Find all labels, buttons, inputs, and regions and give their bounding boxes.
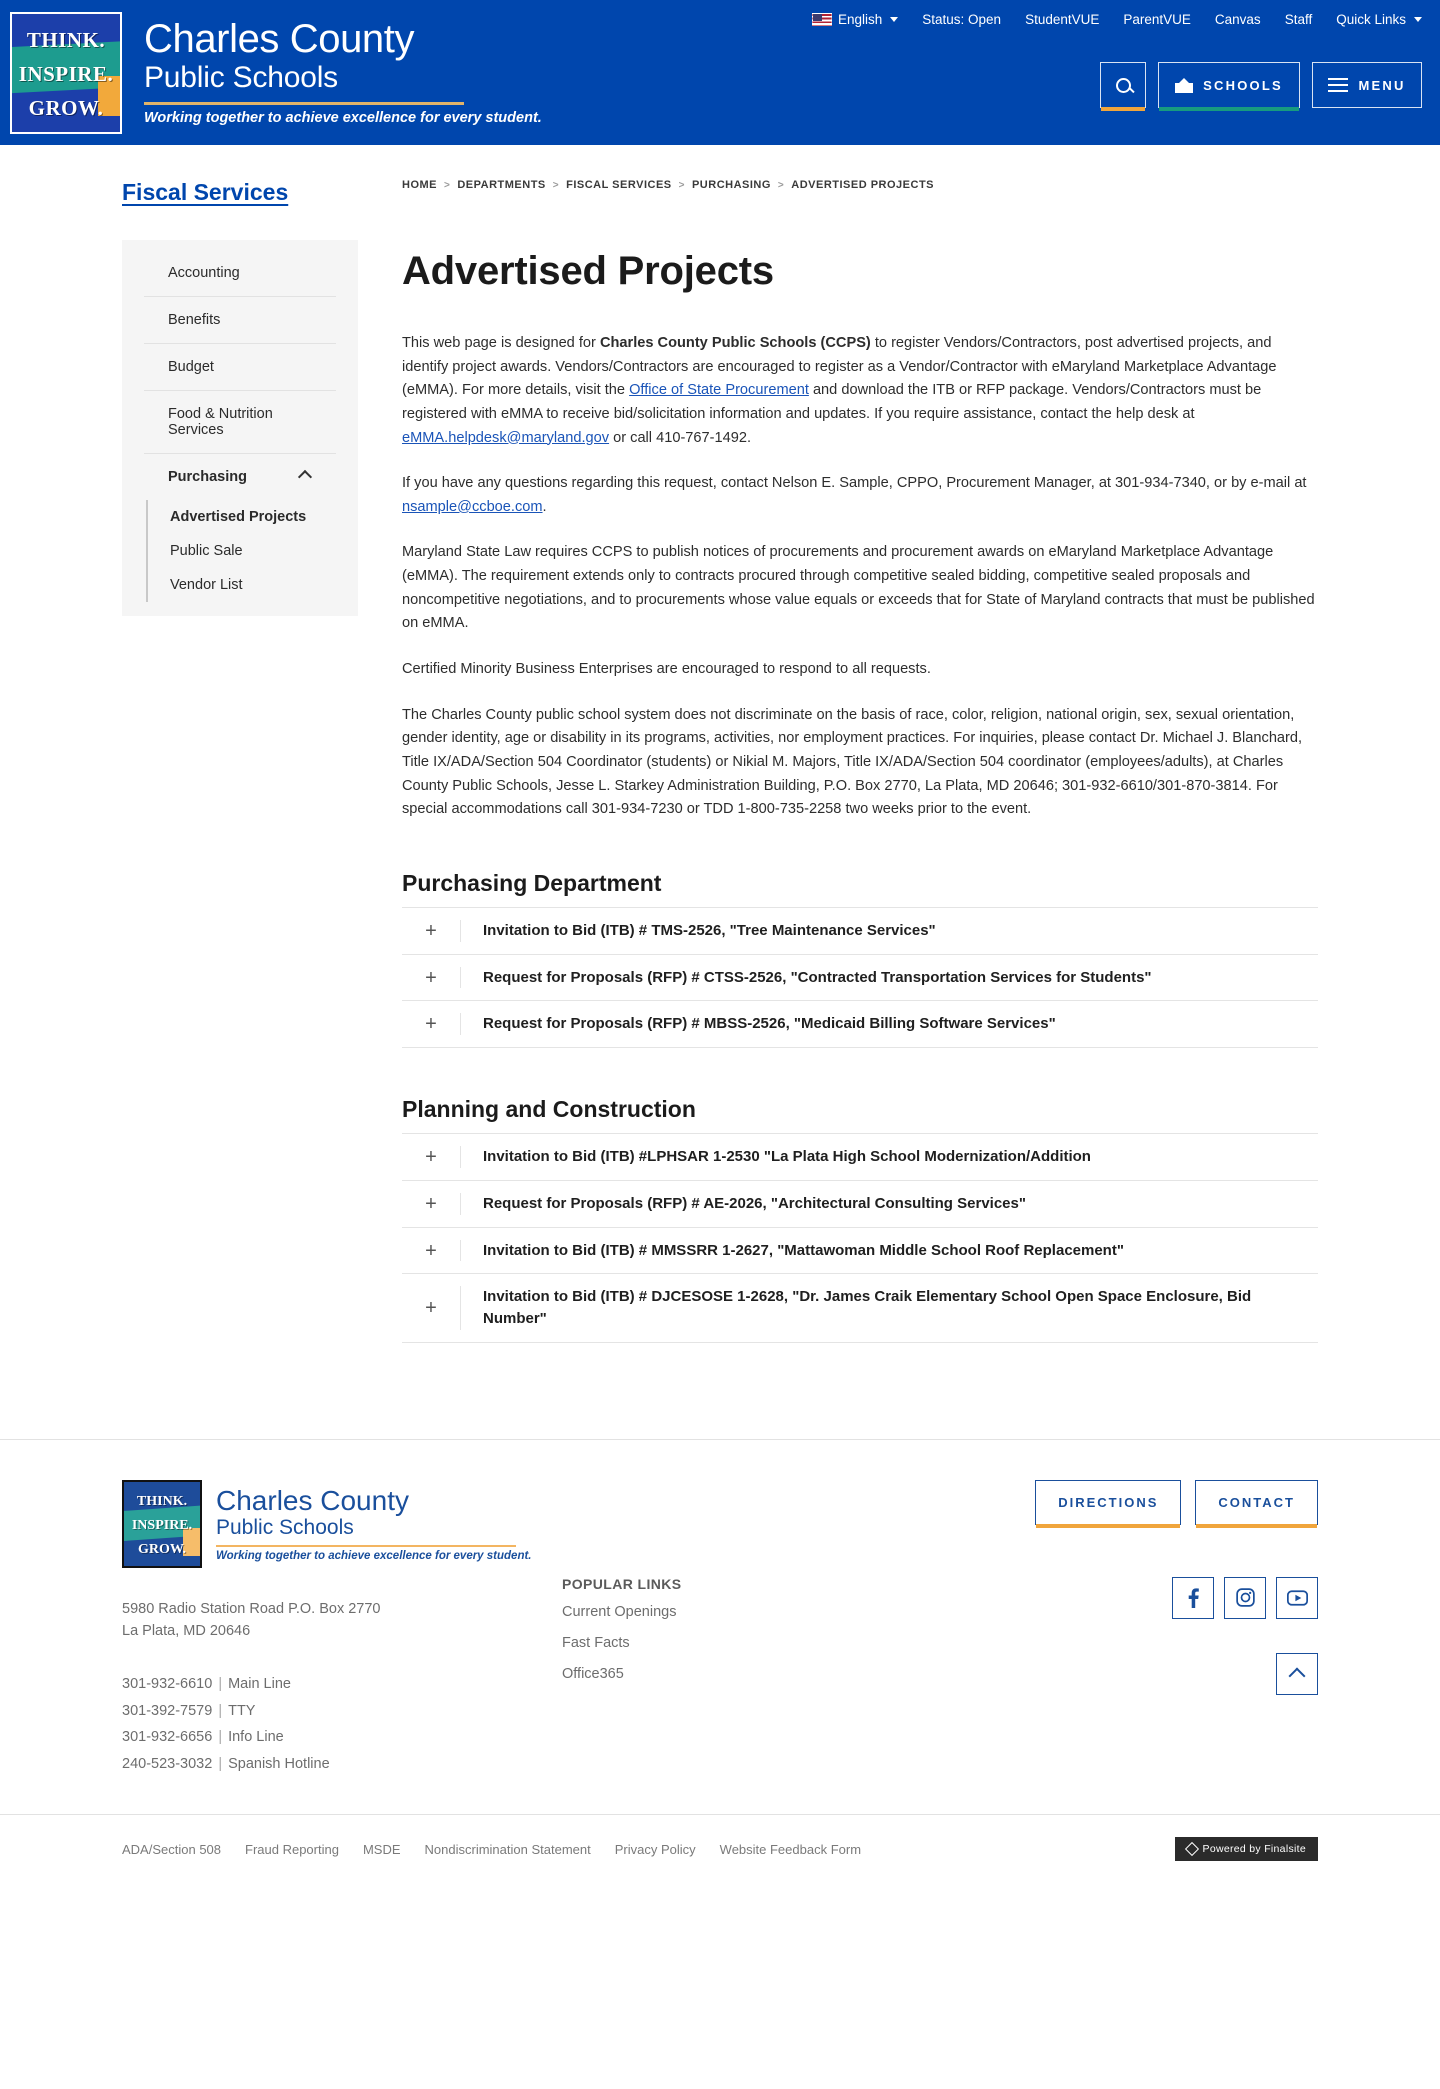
util-item-staff[interactable] [1285, 12, 1313, 27]
footer-phone-row: 301-392-7579 | TTY [122, 1702, 256, 1719]
footer-address-line-1: 5980 Radio Station Road P.O. Box 2770 [122, 1600, 381, 1617]
body-copy [402, 332, 1318, 822]
school-building-icon [1175, 78, 1193, 93]
search-icon [1116, 78, 1131, 93]
breadcrumb [402, 167, 1318, 191]
util-item-studentvue[interactable] [1025, 12, 1099, 27]
inline-text: This web page is designed for [402, 335, 600, 351]
plus-icon: + [425, 966, 437, 989]
group-title-planning-and-construction: Planning and Construction [402, 1096, 696, 1123]
facebook-icon[interactable] [1172, 1577, 1214, 1619]
chevron-up-icon [1289, 1667, 1306, 1684]
back-to-top-button[interactable] [1276, 1653, 1318, 1695]
inline-text: or call 410-767-1492. [609, 429, 752, 446]
footer-logo-link[interactable] [122, 1480, 562, 1568]
sidebar-subitem-label: Public Sale [170, 543, 243, 559]
util-label-studentvue: StudentVUE [1025, 12, 1100, 27]
inline-link[interactable]: nsample@ccboe.com [402, 498, 543, 515]
plus-icon: + [425, 1192, 437, 1215]
directions-button-label: DIRECTIONS [1058, 1494, 1159, 1510]
breadcrumb-item-advertised-projects: ADVERTISED PROJECTS [791, 179, 935, 191]
util-label-status: Status: Open [922, 12, 1002, 27]
sidebar-section-title[interactable]: Fiscal Services [122, 179, 289, 205]
util-label-staff: Staff [1284, 12, 1313, 27]
util-label-canvas: Canvas [1214, 12, 1261, 27]
breadcrumb-separator-icon: > [678, 179, 685, 191]
footer-phone-number[interactable]: 301-932-6656 [122, 1729, 213, 1746]
sidebar-item-budget[interactable] [144, 344, 336, 391]
footer-phone-number[interactable]: 301-392-7579 [122, 1702, 213, 1719]
accordion-item-label: Request for Proposals (RFP) # CTSS-2526, "Contracted Transportation Services for Students" [460, 967, 1152, 989]
util-item-quick-links[interactable] [1336, 12, 1422, 27]
accordion-item-label: Invitation to Bid (ITB) # MMSSRR 1-2627, "Mattawoman Middle School Roof Replacement" [460, 1240, 1124, 1262]
paragraph-intro [402, 332, 1318, 450]
footer-popular-links-column [562, 1480, 862, 1778]
accordion-item[interactable] [402, 1134, 1318, 1181]
footer-button-group [862, 1480, 1318, 1525]
plus-icon: + [425, 1297, 437, 1320]
schools-button[interactable] [1158, 62, 1300, 108]
contact-button[interactable] [1195, 1480, 1318, 1525]
footer-phone-label: Spanish Hotline [228, 1756, 330, 1773]
footer-logo-mark-line-2: INSPIRE. [131, 1517, 193, 1533]
accordion-purchasing-department [402, 907, 1318, 1048]
breadcrumb-separator-icon: > [777, 179, 785, 191]
accordion-item[interactable] [402, 1228, 1318, 1275]
footer-phone-row: 240-523-3032 | Spanish Hotline [122, 1756, 330, 1773]
search-button[interactable] [1100, 62, 1146, 108]
ccps-footer-logo-mark [122, 1480, 202, 1568]
logo-tagline: Working together to achieve excellence for every student. [144, 109, 542, 126]
accordion-item[interactable] [402, 955, 1318, 1002]
footer-link-office365[interactable]: Office365 [562, 1665, 624, 1682]
accordion-item-label: Invitation to Bid (ITB) # TMS-2526, "Tree Maintenance Services" [460, 920, 936, 942]
accordion-item[interactable] [402, 908, 1318, 955]
utility-navigation [812, 12, 1422, 27]
menu-button-label: MENU [1358, 77, 1406, 93]
sidebar-subitem-advertised-projects[interactable] [148, 500, 358, 534]
footer-link-fast-facts[interactable]: Fast Facts [562, 1634, 630, 1651]
sidebar-subnav [146, 500, 358, 602]
sidebar-item-label: Accounting [168, 265, 240, 281]
chevron-up-icon[interactable] [298, 470, 312, 484]
header-button-group [1100, 62, 1422, 108]
paragraph-state-law [402, 541, 1318, 636]
chevron-down-icon [1414, 17, 1422, 22]
footer-phone-number[interactable]: 240-523-3032 [122, 1756, 213, 1773]
footer-bottom-bar [0, 1814, 1440, 1885]
sidebar-subitem-label: Advertised Projects [170, 509, 307, 525]
inline-text: . [542, 498, 547, 515]
accordion-planning-and-construction [402, 1133, 1318, 1343]
sidebar-item-benefits[interactable] [144, 297, 336, 344]
sidebar-item-label: Purchasing [168, 469, 247, 485]
footer-logo-mark-line-1: THINK. [136, 1493, 188, 1509]
logo-mark-line-2: INSPIRE. [18, 61, 114, 86]
footer-contact-column [122, 1480, 562, 1778]
page-title: Advertised Projects [402, 249, 774, 293]
plus-icon: + [425, 1146, 437, 1169]
footer-actions-column [862, 1480, 1318, 1778]
sidebar-item-purchasing[interactable] [144, 454, 336, 500]
util-item-parentvue[interactable] [1123, 12, 1191, 27]
breadcrumb-item-departments[interactable]: DEPARTMENTS [457, 179, 546, 191]
site-logo-link[interactable] [0, 0, 542, 145]
inline-text: Certified Minority Business Enterprises are encouraged to respond to all requests. [402, 661, 931, 678]
accordion-item-label: Invitation to Bid (ITB) # DJCESOSE 1-2628, "Dr. James Craik Elementary School Open Space Enclosure, Bid Number" [460, 1286, 1318, 1330]
footer-logo-wordmark [216, 1486, 532, 1563]
contact-button-label: CONTACT [1218, 1494, 1295, 1510]
footer-phone-label: Info Line [228, 1729, 284, 1746]
footer-legal-link-privacy-policy[interactable]: Privacy Policy [614, 1841, 696, 1857]
footer-legal-links [122, 1842, 861, 1857]
flag-icon [812, 13, 832, 26]
footer-legal-link-fraud-reporting[interactable]: Fraud Reporting [245, 1841, 339, 1857]
paragraph-nondiscrimination [402, 704, 1318, 822]
group-title-purchasing-department: Purchasing Department [402, 869, 662, 896]
paragraph-mbe [402, 658, 1318, 682]
site-header [0, 0, 1440, 145]
sidebar-subitem-vendor-list[interactable] [148, 568, 358, 602]
footer-address [122, 1598, 562, 1643]
util-item-canvas[interactable] [1215, 12, 1261, 27]
instagram-icon[interactable] [1224, 1577, 1266, 1619]
sidebar-subitem-label: Vendor List [170, 577, 243, 593]
footer-logo-title-line-2: Public Schools [216, 1515, 354, 1539]
finalsite-logo-icon [1184, 1842, 1198, 1856]
youtube-icon[interactable] [1276, 1577, 1318, 1619]
breadcrumb-separator-icon: > [552, 179, 560, 191]
sidebar-item-label: Benefits [168, 312, 221, 328]
schools-button-label: SCHOOLS [1203, 77, 1283, 93]
footer-legal-link-msde[interactable]: MSDE [362, 1841, 401, 1857]
breadcrumb-item-purchasing[interactable]: PURCHASING [691, 179, 771, 191]
footer-logo-tagline: Working together to achieve excellence for every student. [216, 1550, 532, 1563]
ccps-logo-mark [10, 12, 122, 134]
accordion-item-label: Invitation to Bid (ITB) #LPHSAR 1-2530 "La Plata High School Modernization/Addition [460, 1146, 1091, 1168]
powered-by-finalsite-badge[interactable] [1175, 1837, 1318, 1861]
footer-legal-link-nondiscrimination[interactable]: Nondiscrimination Statement [424, 1841, 591, 1857]
breadcrumb-item-home[interactable]: HOME [402, 179, 437, 191]
plus-icon: + [425, 1239, 437, 1262]
sidebar-subitem-public-sale[interactable] [148, 534, 358, 568]
footer-legal-link-ada[interactable]: ADA/Section 508 [122, 1841, 222, 1857]
footer-legal-link-website-feedback[interactable]: Website Feedback Form [719, 1841, 862, 1857]
footer-phone-label: TTY [228, 1702, 256, 1719]
footer-address-line-2: La Plata, MD 20646 [122, 1623, 251, 1640]
inline-text: Maryland State Law requires CCPS to publish notices of procurements and procurement awards on eMaryland Marketplace Advantage (eMMA). The requirement extends only to contracts procured through competitive sealed bidding, competitive sealed proposals and noncompetitive negotiations, and to procurements whose value equals or exceeds that for State of Maryland contracts that must be published on eMMA. [402, 544, 1315, 632]
inline-text: and download the ITB or RFP package. Vendors/Contractors must be registered with eMMA to receive bid/solicitation information and updates. If you require assistance, contact the help desk at [402, 382, 1262, 422]
footer-logo-divider-rule [216, 1545, 516, 1547]
footer-popular-links-heading: POPULAR LINKS [562, 1575, 682, 1592]
paragraph-contact [402, 472, 1318, 519]
accordion-item-label: Request for Proposals (RFP) # MBSS-2526, "Medicaid Billing Software Services" [460, 1013, 1056, 1035]
accordion-item-label: Request for Proposals (RFP) # AE-2026, "Architectural Consulting Services" [460, 1193, 1026, 1215]
logo-title-line-2: Public Schools [144, 61, 338, 95]
hamburger-icon [1328, 74, 1348, 96]
util-label-quick-links: Quick Links [1336, 12, 1406, 27]
inline-text: The Charles County public school system does not discriminate on the basis of race, color, religion, national origin, sex, sexual orientation, gender identity, age or disability in its programs, activities, nor employment practices. For inquiries, please contact Dr. Michael J. Blanchard, Title IX/ADA/Section 504 Coordinator (students) or Nikial M. Majors, Title IX/ADA/Section 504 coordinator (employees/adults), at Charles County Public Schools, Jesse L. Starkey Administration Building, P.O. Box 2770, La Plata, MD 20646; 301-932-6610/301-870-3814. For special accommodations call 301-934-7230 or TDD 1-800-735-2258 two weeks prior to the event. [402, 706, 1303, 818]
sidebar-item-label: Food & Nutrition Services [168, 406, 273, 438]
site-footer [0, 1439, 1440, 1885]
logo-divider-rule [144, 102, 464, 105]
logo-mark-line-1: THINK. [26, 27, 106, 52]
sidebar-item-label: Budget [168, 359, 214, 375]
menu-button[interactable] [1312, 62, 1422, 108]
footer-phone-label: Main Line [228, 1675, 291, 1692]
inline-link[interactable]: eMMA.helpdesk@maryland.gov [402, 429, 610, 446]
sidebar-item-accounting[interactable] [144, 250, 336, 297]
directions-button[interactable] [1035, 1480, 1181, 1525]
chevron-down-icon [890, 17, 898, 22]
logo-title-line-1: Charles County [144, 17, 415, 62]
footer-logo-mark-line-3: GROW. [137, 1541, 187, 1557]
accordion-item[interactable] [402, 1274, 1318, 1343]
social-links [862, 1577, 1318, 1619]
logo-mark-line-3: GROW. [28, 95, 104, 120]
breadcrumb-separator-icon: > [444, 179, 451, 191]
accordion-item[interactable] [402, 1001, 1318, 1048]
sidebar-item-food-nutrition-services[interactable] [144, 391, 336, 454]
page-body [0, 145, 1440, 1343]
plus-icon: + [425, 919, 437, 942]
util-item-status[interactable] [922, 12, 1001, 27]
footer-phone-row: 301-932-6610 | Main Line [122, 1675, 291, 1692]
footer-phone-list [122, 1671, 562, 1778]
footer-phone-row: 301-932-6656 | Info Line [122, 1729, 284, 1746]
inline-text: If you have any questions regarding this request, contact Nelson E. Sample, CPPO, Procurement Manager, at 301-934-7340, or by e-mail at [402, 475, 1307, 492]
util-item-language[interactable] [812, 12, 898, 27]
footer-link-current-openings[interactable]: Current Openings [562, 1603, 677, 1620]
util-label-language: English [837, 12, 883, 27]
plus-icon: + [425, 1013, 437, 1036]
footer-phone-number[interactable]: 301-932-6610 [122, 1675, 213, 1692]
sidebar-nav [122, 240, 358, 616]
inline-text: to register Vendors/Contractors, post advertised projects, and identify project awards. Vendors/Contractors are encouraged to register as a Vendor/Contractor with eMaryland Marketplace Advantage (eMMA). For more details, visit the [402, 335, 1277, 399]
util-label-parentvue: ParentVUE [1123, 12, 1191, 27]
logo-wordmark [144, 19, 542, 126]
breadcrumb-item-fiscal-services[interactable]: FISCAL SERVICES [566, 179, 672, 191]
inline-link[interactable]: Office of State Procurement [629, 382, 809, 399]
sidebar [122, 145, 358, 616]
accordion-item[interactable] [402, 1181, 1318, 1228]
footer-logo-title-line-1: Charles County [216, 1484, 409, 1516]
main-content [358, 145, 1318, 1343]
powered-by-label: Powered by Finalsite [1202, 1843, 1306, 1856]
inline-bold: Charles County Public Schools (CCPS) [599, 335, 871, 351]
